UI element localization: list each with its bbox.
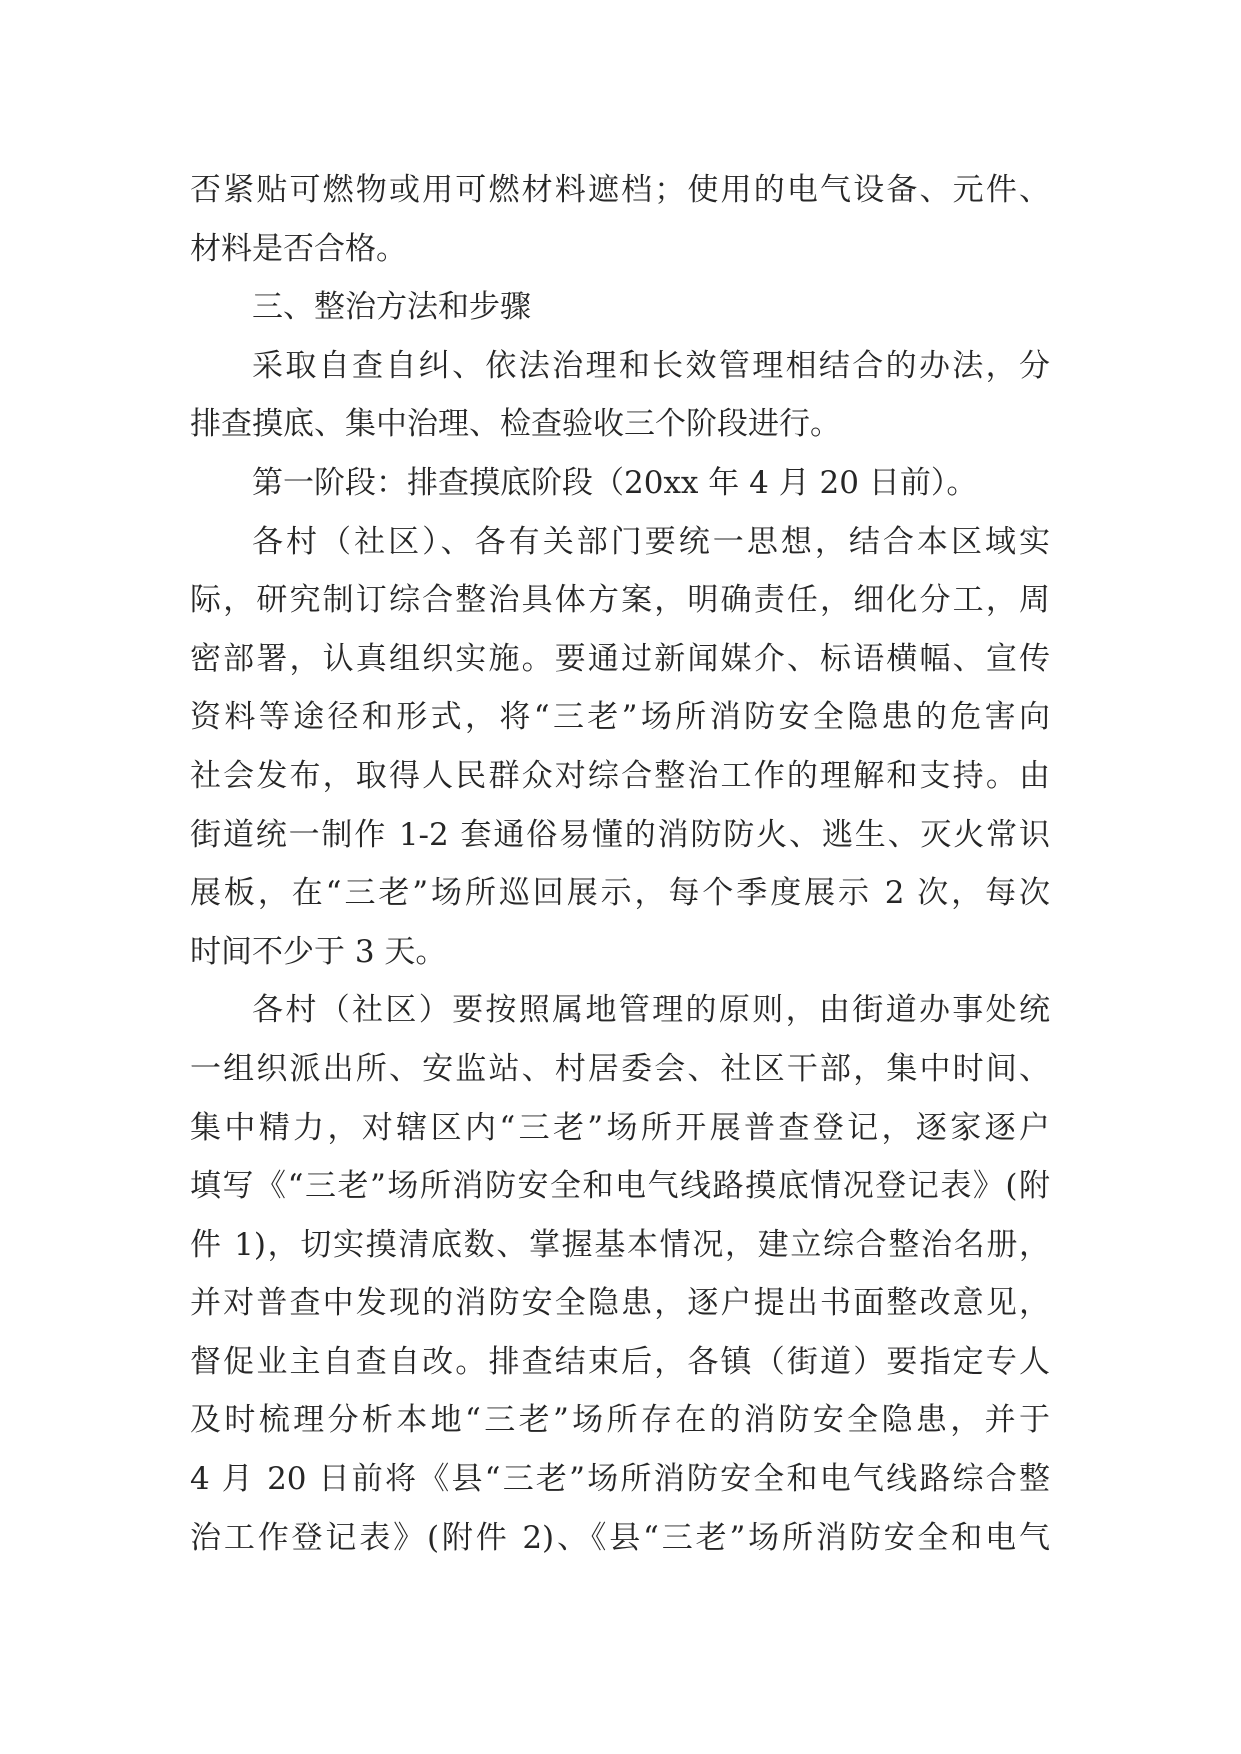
text-line: 各村（社区）、各有关部门要统一思想，结合本区域实	[252, 523, 1050, 560]
text-line: 治工作登记表》(附件 2)、《县“三老”场所消防安全和电气	[190, 1519, 1050, 1556]
text-line: 督促业主自查自改。排查结束后，各镇（街道）要指定专人	[190, 1343, 1050, 1380]
text-line: 街道统一制作 1-2 套通俗易懂的消防防火、逃生、灭火常识	[190, 816, 1050, 853]
text-line: 展板，在“三老”场所巡回展示，每个季度展示 2 次，每次	[190, 875, 1050, 912]
text-line: 时间不少于 3 天。	[190, 933, 447, 970]
text-line: 并对普查中发现的消防安全隐患，逐户提出书面整改意见，	[190, 1285, 1050, 1322]
text-line: 及时梳理分析本地“三老”场所存在的消防安全隐患，并于	[190, 1402, 1050, 1439]
text-line: 排查摸底、集中治理、检查验收三个阶段进行。	[190, 406, 841, 443]
text-line: 4 月 20 日前将《县“三老”场所消防安全和电气线路综合整	[190, 1461, 1050, 1498]
text-line: 第一阶段：排查摸底阶段（20xx 年 4 月 20 日前）。	[252, 464, 978, 501]
text-line: 际，研究制订综合整治具体方案，明确责任，细化分工，周	[190, 582, 1050, 619]
text-line: 资料等途径和形式，将“三老”场所消防安全隐患的危害向	[190, 699, 1050, 736]
text-line: 填写《“三老”场所消防安全和电气线路摸底情况登记表》(附	[190, 1168, 1050, 1205]
text-line: 否紧贴可燃物或用可燃材料遮档；使用的电气设备、元件、	[190, 172, 1050, 208]
text-line: 件 1)，切实摸清底数、掌握基本情况，建立综合整治名册，	[190, 1226, 1050, 1263]
text-line: 材料是否合格。	[190, 230, 407, 267]
text-line: 密部署，认真组织实施。要通过新闻媒介、标语横幅、宣传	[190, 640, 1050, 677]
text-line: 一组织派出所、安监站、村居委会、社区干部，集中时间、	[190, 1050, 1050, 1087]
text-line: 集中精力，对辖区内“三老”场所开展普查登记，逐家逐户	[190, 1109, 1050, 1146]
text-line: 三、整治方法和步骤	[252, 289, 531, 326]
text-line: 各村（社区）要按照属地管理的原则，由街道办事处统	[252, 992, 1050, 1029]
text-line: 社会发布，取得人民群众对综合整治工作的理解和支持。由	[190, 757, 1050, 794]
text-line: 采取自查自纠、依法治理和长效管理相结合的办法，分	[252, 347, 1050, 384]
document-body	[190, 161, 1050, 1567]
